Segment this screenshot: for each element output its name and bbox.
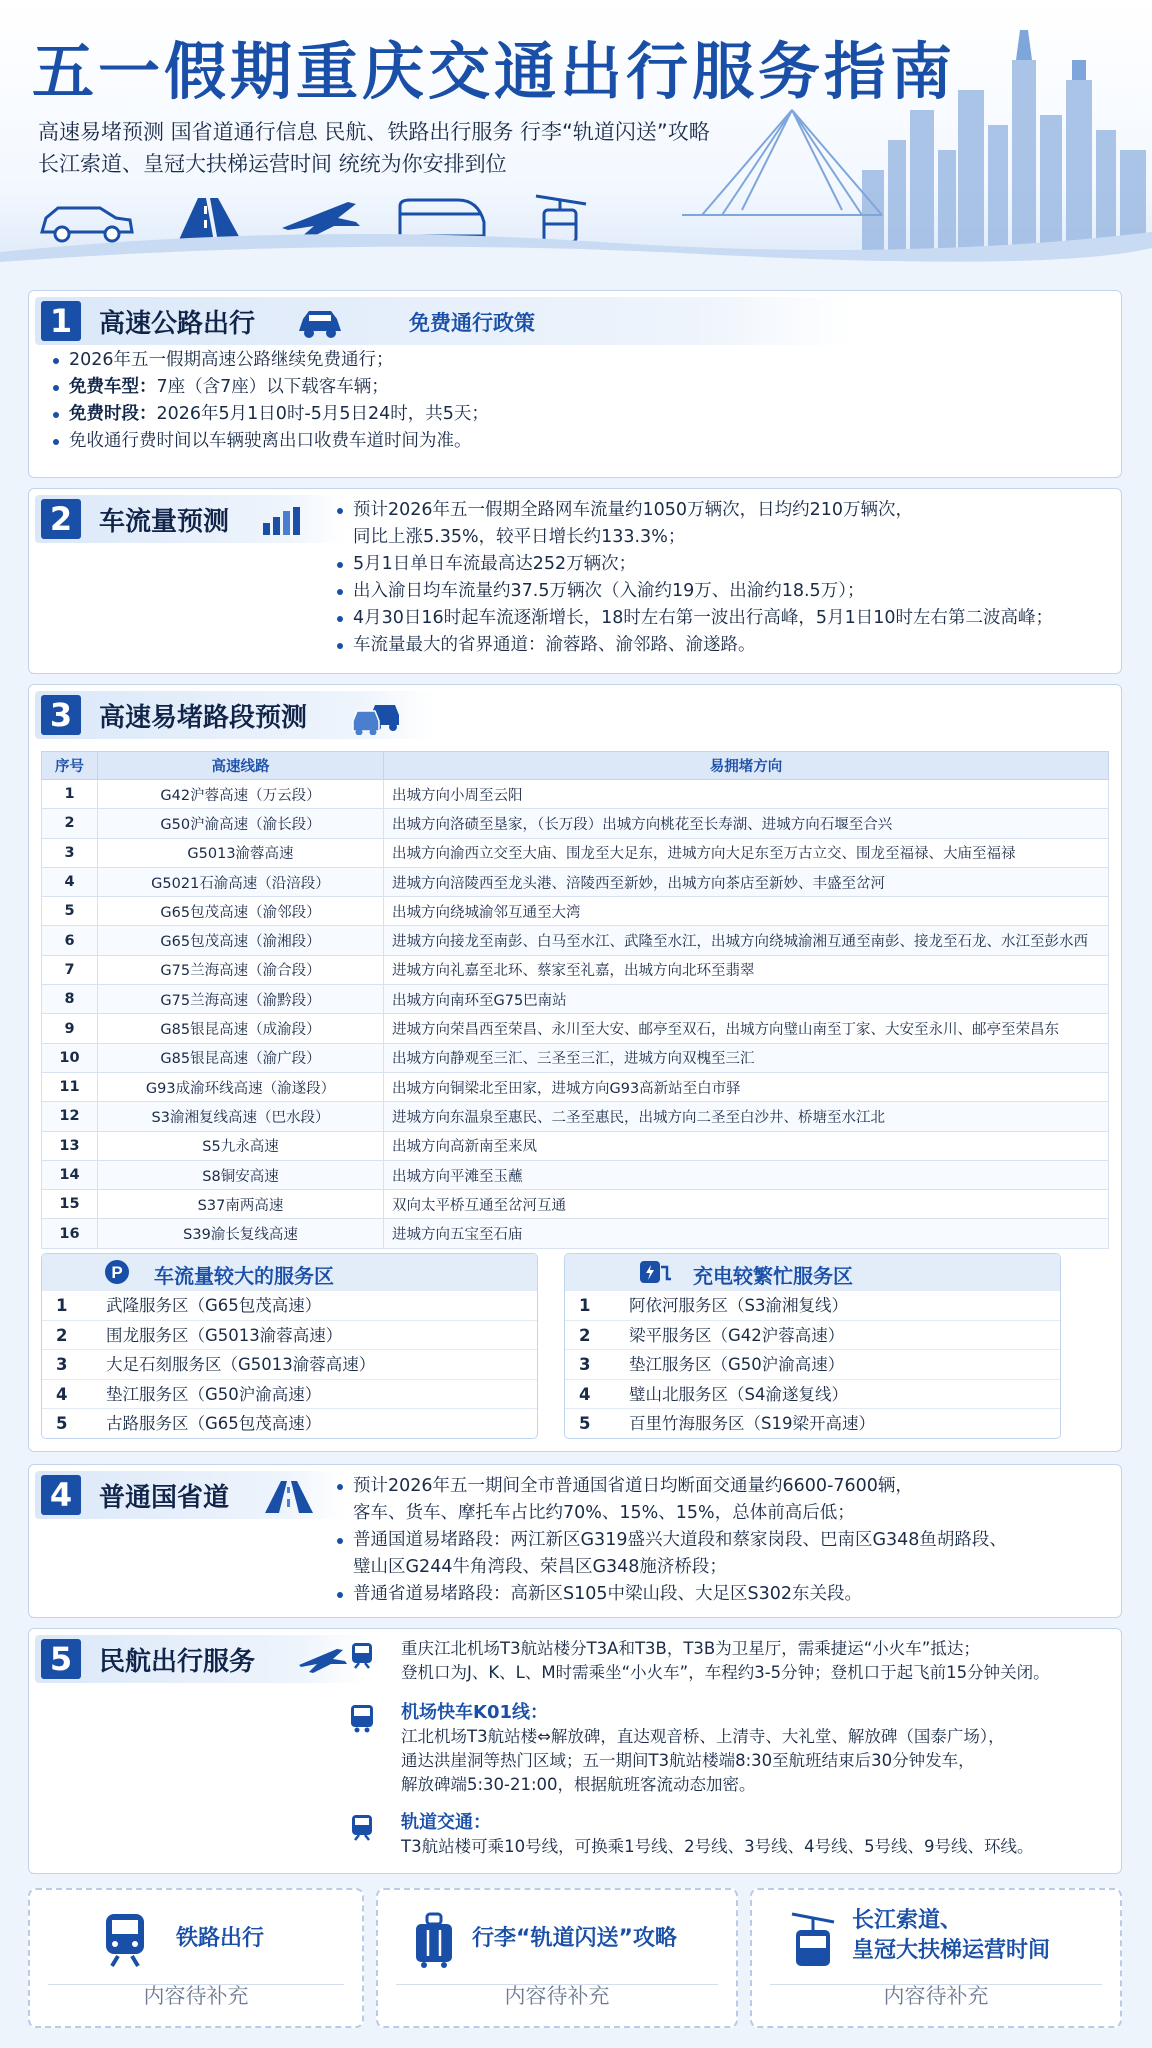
section-national-provincial-roads bbox=[28, 1464, 1122, 1618]
congestion-direction: 出城方向绕城渝邻互通至大湾 bbox=[384, 897, 1109, 926]
highway-route: S5九永高速 bbox=[98, 1131, 384, 1160]
card-header bbox=[565, 1254, 1060, 1290]
placeholder-text: 内容待补充 bbox=[143, 1984, 249, 2008]
section-number: 1 bbox=[41, 301, 81, 341]
section-traffic-forecast bbox=[28, 488, 1122, 674]
item-name: 梁平服务区（G42沪蓉高速） bbox=[629, 1325, 845, 1345]
item-name: 大足石刻服务区（G5013渝蓉高速） bbox=[106, 1355, 376, 1374]
road-forecast-list bbox=[335, 1473, 1007, 1608]
railway-travel-card bbox=[28, 1888, 364, 2028]
item-number: 3 bbox=[579, 1355, 591, 1374]
highway-route: S37南两高速 bbox=[98, 1190, 384, 1219]
list-item bbox=[42, 1408, 537, 1438]
item-name: 古路服务区（G65包茂高速） bbox=[106, 1414, 322, 1433]
row-number: 14 bbox=[42, 1160, 98, 1189]
t3-terminal-info: 重庆江北机场T3航站楼分T3A和T3B，T3B为卫星厅，需乘捷运“小火车”抵达； 登机口为J、K、L、M时需乘坐“小火车”，车程约3-5分钟；登机口于起飞前15分钟关闭。 bbox=[401, 1639, 1050, 1682]
column-header: 高速线路 bbox=[98, 752, 384, 780]
section-header bbox=[35, 1635, 365, 1683]
highway-route: G85银昆高速（成渝段） bbox=[98, 1014, 384, 1043]
congestion-direction: 进城方向接龙至南彭、白马至水江、武隆至水江，出城方向绕城渝湘互通至南彭、接龙至石龙、水江至彭水西 bbox=[384, 926, 1109, 955]
service-area-list bbox=[42, 1290, 537, 1438]
svg-text:P: P bbox=[111, 1263, 123, 1282]
list-item: 免费时段：2026年5月1日0时-5月5日24时，共5天； bbox=[51, 401, 489, 428]
congestion-table-body bbox=[42, 780, 1109, 1249]
airplane-icon bbox=[297, 1645, 347, 1675]
item-number: 5 bbox=[579, 1414, 591, 1433]
luggage-delivery-card bbox=[376, 1888, 738, 2028]
section-subtitle: 免费通行政策 bbox=[409, 311, 535, 335]
row-number: 5 bbox=[42, 897, 98, 926]
list-item bbox=[565, 1349, 1060, 1379]
list-item bbox=[42, 1320, 537, 1350]
highway-route: S8铜安高速 bbox=[98, 1160, 384, 1189]
list-item: 预计2026年五一假期全路网车流量约1050万辆次，日均约210万辆次， 同比上涨5.35%，较平日增长约133.3%； bbox=[335, 497, 1053, 551]
congestion-direction: 进城方向五宝至石庙 bbox=[384, 1219, 1109, 1248]
card-title: 车流量较大的服务区 bbox=[154, 1264, 334, 1288]
row-number: 16 bbox=[42, 1219, 98, 1248]
row-number: 1 bbox=[42, 780, 98, 809]
congestion-direction: 双向太平桥互通至岔河互通 bbox=[384, 1190, 1109, 1219]
item-name: 围龙服务区（G5013渝蓉高速） bbox=[106, 1325, 343, 1345]
column-header: 序号 bbox=[42, 752, 98, 780]
cable-car-escalator-card bbox=[750, 1888, 1122, 2028]
card-title: 长江索道、 皇冠大扶梯运营时间 bbox=[852, 1908, 1051, 1963]
list-item: 普通国道易堵路段：两江新区G319盛兴大道段和蔡家岗段、巴南区G348鱼胡路段、 璧山区G244牛角湾段、荣昌区G348施济桥段； bbox=[335, 1527, 1007, 1581]
item-number: 2 bbox=[579, 1325, 591, 1345]
list-item: 5月1日单日车流最高达252万辆次； bbox=[335, 551, 1053, 578]
congestion-direction: 进城方向礼嘉至北环、蔡家至礼嘉，出城方向北环至翡翠 bbox=[384, 955, 1109, 984]
highway-route: G5021石渝高速（沿涪段） bbox=[98, 867, 384, 896]
card-title: 铁路出行 bbox=[176, 1926, 265, 1951]
metro-icon bbox=[347, 1813, 377, 1843]
item-number: 4 bbox=[56, 1384, 68, 1404]
header bbox=[0, 0, 1152, 268]
congestion-direction: 出城方向高新南至来凤 bbox=[384, 1131, 1109, 1160]
highway-route: G75兰海高速（渝合段） bbox=[98, 955, 384, 984]
charging-station-icon bbox=[639, 1259, 673, 1285]
table-row bbox=[42, 867, 1109, 896]
congestion-direction: 进城方向涪陵西至龙头港、涪陵西至新妙，出城方向茶店至新妙、丰盛至岔河 bbox=[384, 867, 1109, 896]
airport-express-info: 机场快车K01线： 江北机场T3航站楼⇔解放碑，直达观音桥、上清寺、大礼堂、解放碑（国泰广场）， 通达洪崖洞等热门区域；五一期间T3航站楼端8:30至航班结束后30分钟发车， 解放碑端5:30-21:00，根据航班客流动态加密。 bbox=[401, 1702, 1005, 1794]
traffic-forecast-list bbox=[335, 497, 1053, 659]
placeholder-text: 内容待补充 bbox=[504, 1984, 610, 2008]
list-item bbox=[42, 1290, 537, 1320]
list-item bbox=[42, 1379, 537, 1409]
card-header bbox=[42, 1254, 537, 1290]
congestion-direction: 出城方向南环至G75巴南站 bbox=[384, 985, 1109, 1014]
car-icon bbox=[295, 305, 345, 339]
table-row bbox=[42, 809, 1109, 838]
section-number: 5 bbox=[41, 1639, 81, 1679]
highway-route: G75兰海高速（渝黔段） bbox=[98, 985, 384, 1014]
highway-route: G5013渝蓉高速 bbox=[98, 838, 384, 867]
list-item: 4月30日16时起车流逐渐增长，18时左右第一波出行高峰，5月1日10时左右第二波高峰； bbox=[335, 605, 1053, 632]
congestion-table bbox=[41, 751, 1109, 1249]
section-header bbox=[35, 495, 345, 543]
header-wave-decoration bbox=[0, 222, 1152, 268]
busy-service-areas-card bbox=[41, 1253, 538, 1439]
charging-service-areas-card bbox=[564, 1253, 1061, 1439]
traffic-jam-icon bbox=[351, 697, 401, 735]
item-name: 垫江服务区（G50沪渝高速） bbox=[106, 1384, 322, 1404]
table-row bbox=[42, 838, 1109, 867]
list-item bbox=[565, 1379, 1060, 1409]
table-row bbox=[42, 955, 1109, 984]
luggage-icon bbox=[414, 1912, 454, 1968]
section-title: 高速易堵路段预测 bbox=[99, 703, 308, 733]
row-number: 10 bbox=[42, 1043, 98, 1072]
item-name: 璧山北服务区（S4渝遂复线） bbox=[629, 1384, 848, 1404]
table-row bbox=[42, 1219, 1109, 1248]
train-icon bbox=[102, 1912, 148, 1968]
highway-route: S39渝长复线高速 bbox=[98, 1219, 384, 1248]
section-header bbox=[35, 297, 855, 345]
section-number: 2 bbox=[41, 499, 81, 539]
section-title: 高速公路出行 bbox=[99, 309, 256, 339]
list-item: 出入渝日均车流量约37.5万辆次（入渝约19万、出渝约18.5万）； bbox=[335, 578, 1053, 605]
table-row bbox=[42, 1160, 1109, 1189]
highway-route: G85银昆高速（渝广段） bbox=[98, 1043, 384, 1072]
item-name: 垫江服务区（G50沪渝高速） bbox=[629, 1355, 845, 1374]
congestion-direction: 进城方向东温泉至惠民、二圣至惠民，出城方向二圣至白沙井、桥塘至水江北 bbox=[384, 1102, 1109, 1131]
congestion-direction: 出城方向平滩至玉蘸 bbox=[384, 1160, 1109, 1189]
section-congestion-forecast bbox=[28, 684, 1122, 1452]
section-header bbox=[35, 1471, 345, 1519]
table-row bbox=[42, 780, 1109, 809]
table-row bbox=[42, 985, 1109, 1014]
table-row bbox=[42, 1190, 1109, 1219]
list-item bbox=[42, 1349, 537, 1379]
highway-route: G65包茂高速（渝湘段） bbox=[98, 926, 384, 955]
list-item: 普通省道易堵路段：高新区S105中梁山段、大足区S302东关段。 bbox=[335, 1581, 1007, 1608]
section-number: 3 bbox=[41, 695, 81, 735]
table-row bbox=[42, 1102, 1109, 1131]
item-name: 武隆服务区（G65包茂高速） bbox=[106, 1296, 322, 1315]
parking-icon bbox=[104, 1259, 130, 1285]
bar-chart-icon bbox=[261, 507, 305, 535]
congestion-direction: 出城方向小周至云阳 bbox=[384, 780, 1109, 809]
congestion-direction: 出城方向铜梁北至田家，进城方向G93高新站至白市驿 bbox=[384, 1072, 1109, 1101]
item-number: 5 bbox=[56, 1414, 68, 1433]
free-pass-policy-list bbox=[51, 347, 489, 455]
row-number: 11 bbox=[42, 1072, 98, 1101]
card-title: 行李“轨道闪送”攻略 bbox=[472, 1926, 677, 1951]
list-item bbox=[565, 1408, 1060, 1438]
list-item bbox=[565, 1320, 1060, 1350]
table-row bbox=[42, 926, 1109, 955]
subtitle-line-1: 高速易堵预测 国省道通行信息 民航、铁路出行服务 行李“轨道闪送”攻略 bbox=[38, 120, 710, 144]
table-row bbox=[42, 1131, 1109, 1160]
rail-transit-info: 轨道交通： T3航站楼可乘10号线，可换乘1号线、2号线、3号线、4号线、5号线、9号线、环线。 bbox=[401, 1812, 1034, 1856]
congestion-direction: 出城方向渝西立交至大庙、围龙至大足东，进城方向大足东至万古立交、围龙至福禄、大庙至福禄 bbox=[384, 838, 1109, 867]
congestion-direction: 进城方向荣昌西至荣昌、永川至大安、邮亭至双石，出城方向璧山南至丁家、大安至永川、邮亭至荣昌东 bbox=[384, 1014, 1109, 1043]
item-number: 3 bbox=[56, 1355, 68, 1374]
section-header bbox=[35, 691, 435, 739]
list-item: 预计2026年五一期间全市普通国省道日均断面交通量约6600-7600辆， 客车、货车、摩托车占比约70%、15%、15%，总体前高后低； bbox=[335, 1473, 1007, 1527]
congestion-direction: 出城方向洛碛至垦家，（长万段）出城方向桃花至长寿湖、进城方向石堰至合兴 bbox=[384, 809, 1109, 838]
highway-route: G93成渝环线高速（渝遂段） bbox=[98, 1072, 384, 1101]
item-number: 1 bbox=[579, 1296, 591, 1315]
table-row bbox=[42, 1043, 1109, 1072]
highway-route: G50沪渝高速（渝长段） bbox=[98, 809, 384, 838]
list-item: 2026年五一假期高速公路继续免费通行； bbox=[51, 347, 489, 374]
section-civil-aviation bbox=[28, 1628, 1122, 1874]
section-title: 民航出行服务 bbox=[99, 1647, 256, 1677]
row-number: 9 bbox=[42, 1014, 98, 1043]
shuttle-train-icon bbox=[347, 1641, 377, 1671]
charging-area-list bbox=[565, 1290, 1060, 1438]
table-row bbox=[42, 897, 1109, 926]
page-title: 五一假期重庆交通出行服务指南 bbox=[32, 35, 957, 108]
road-icon bbox=[263, 1479, 315, 1513]
section-title: 普通国省道 bbox=[99, 1483, 230, 1513]
item-name: 阿依河服务区（S3渝湘复线） bbox=[629, 1296, 848, 1315]
section-title: 车流量预测 bbox=[99, 507, 230, 537]
card-title: 充电较繁忙服务区 bbox=[693, 1264, 853, 1288]
table-header-row bbox=[42, 752, 1109, 780]
table-row bbox=[42, 1072, 1109, 1101]
column-header: 易拥堵方向 bbox=[384, 752, 1109, 780]
highway-route: G65包茂高速（渝邻段） bbox=[98, 897, 384, 926]
row-number: 15 bbox=[42, 1190, 98, 1219]
row-number: 2 bbox=[42, 809, 98, 838]
subtitle-line-2: 长江索道、皇冠大扶梯运营时间 统统为你安排到位 bbox=[38, 152, 507, 176]
row-number: 7 bbox=[42, 955, 98, 984]
highway-route: S3渝湘复线高速（巴水段） bbox=[98, 1102, 384, 1131]
row-number: 8 bbox=[42, 985, 98, 1014]
item-number: 2 bbox=[56, 1325, 68, 1345]
highway-route: G42沪蓉高速（万云段） bbox=[98, 780, 384, 809]
item-name: 百里竹海服务区（S19梁开高速） bbox=[629, 1414, 875, 1433]
row-number: 4 bbox=[42, 867, 98, 896]
list-item: 免费车型：7座（含7座）以下载客车辆； bbox=[51, 374, 489, 401]
row-number: 13 bbox=[42, 1131, 98, 1160]
placeholder-text: 内容待补充 bbox=[883, 1984, 989, 2008]
section-highway-travel bbox=[28, 290, 1122, 478]
list-item: 车流量最大的省界通道：渝蓉路、渝邻路、渝遂路。 bbox=[335, 632, 1053, 659]
item-number: 1 bbox=[56, 1296, 68, 1315]
cable-car-icon bbox=[790, 1910, 836, 1970]
bus-icon bbox=[347, 1703, 377, 1733]
row-number: 12 bbox=[42, 1102, 98, 1131]
row-number: 3 bbox=[42, 838, 98, 867]
item-number: 4 bbox=[579, 1384, 591, 1404]
row-number: 6 bbox=[42, 926, 98, 955]
list-item: 免收通行费时间以车辆驶离出口收费车道时间为准。 bbox=[51, 428, 489, 455]
list-item bbox=[565, 1290, 1060, 1320]
congestion-direction: 出城方向静观至三汇、三圣至三汇，进城方向双槐至三汇 bbox=[384, 1043, 1109, 1072]
table-row bbox=[42, 1014, 1109, 1043]
section-number: 4 bbox=[41, 1475, 81, 1515]
